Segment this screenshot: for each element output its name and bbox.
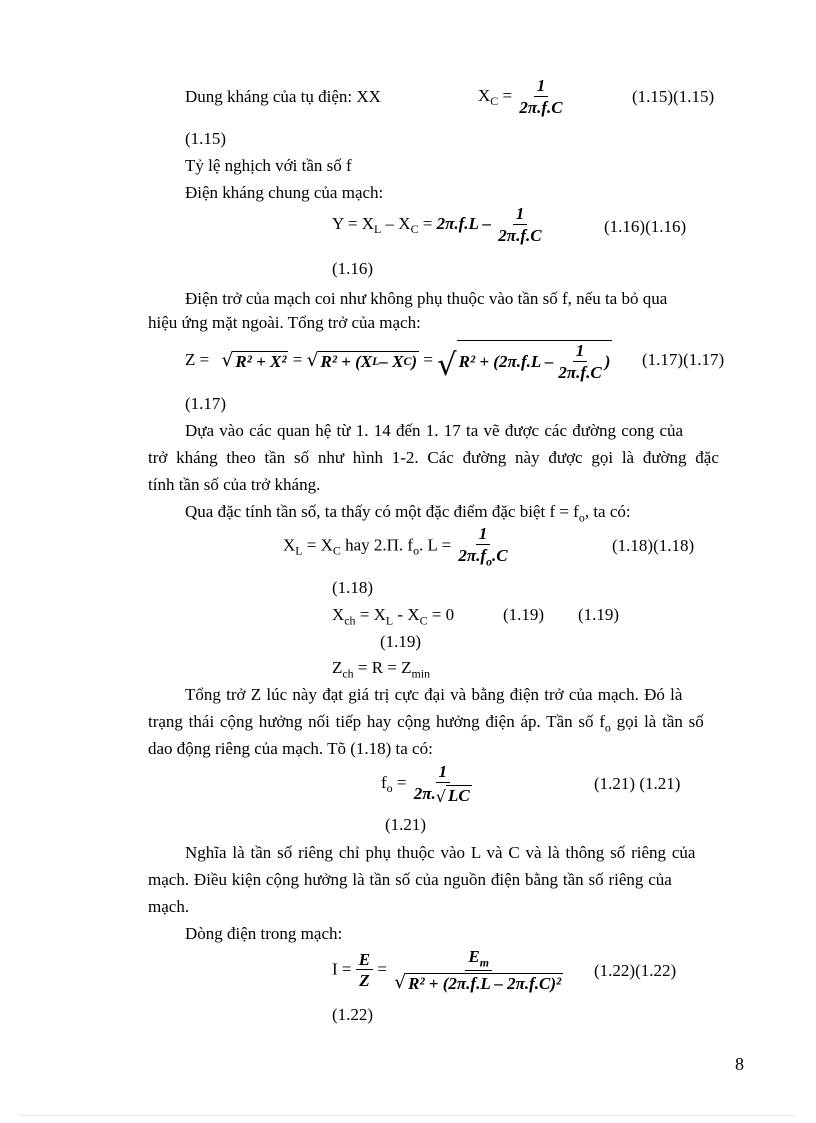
paragraph-curves-line2: trở kháng theo tần số như hình 1-2. Các đường này được gọi là đường đặc (148, 448, 719, 467)
equation-label-1-18: (1.18)(1.18) (612, 536, 695, 555)
equation-1-22: I = $\frac{E}{Z}$ = $E_m$ √ R² + (2π.f.L – 2π.f.C)² (332, 947, 562, 994)
equation-1-21: $f_o$ = 1 2π. √ LC (381, 762, 470, 806)
paragraph-impedance: Điện trở của mạch coi như không phụ thuộc vào tần số f, nếu ta bỏ qua (185, 289, 668, 308)
equation-label-1-22: (1.22)(1.22) (594, 961, 677, 980)
text-line: Tỷ lệ nghịch với tần số f (185, 156, 352, 175)
equation-label: (1.18) (332, 578, 374, 597)
equation-1-15: $X_C$ = $\frac{1}{2\pi.f.C}$ (478, 76, 563, 117)
equation-label: (1.22) (332, 1005, 374, 1024)
equation-1-19: $X_{ch} = X_L - X_C = 0$ (332, 605, 455, 628)
equation-label-1-21: (1.21) (1.21) (594, 774, 681, 793)
text-capacitive-reactance: Dung kháng của tụ điện: XX (185, 87, 381, 106)
equation-label-1-16: (1.16)(1.16) (604, 217, 687, 236)
equation-1-16: $Y = X_L - X_C = 2\pi.f.L$ – $\frac{1}{2\pi.f.C}$ (332, 204, 542, 245)
paragraph-curves-line3: tính tần số của trở kháng. (148, 475, 321, 494)
equation-label-1-19b: (1.19) (578, 605, 620, 624)
equation-label-1-15: (1.15)(1.15) (632, 87, 715, 106)
equation-z-min: $Z_{ch} = R = Z_{min}$ (332, 658, 431, 681)
page-border (20, 1115, 796, 1116)
paragraph-resonance-line2: trạng thái cộng hưởng nối tiếp hay cộng hưởng điện áp. Tần số $f_o$ gọi là tần số (148, 712, 704, 735)
equation-1-18: $X_L = X_C$ hay 2.Π. $f_o$. L = $\frac{1}{2\pi.f_o.C}$ (283, 524, 508, 569)
equation-label-1-17: (1.17)(1.17) (642, 350, 725, 369)
equation-label: (1.21) (385, 815, 427, 834)
paragraph-resonance-line1: Tổng trở Z lúc này đạt giá trị cực đại và bằng điện trở của mạch. Đó là (185, 685, 683, 704)
paragraph-natural-frequency-line3: mạch. (148, 897, 190, 916)
paragraph-natural-frequency-line2: mạch. Điều kiện cộng hưởng là tần số của nguồn điện bằng tần số riêng của (148, 870, 672, 889)
equation-label: (1.16) (332, 259, 374, 278)
text-current: Dòng điện trong mạch: (185, 924, 343, 943)
text-line: Điện kháng chung của mạch: (185, 183, 384, 202)
paragraph-impedance-line2: hiệu ứng mặt ngoài. Tổng trở của mạch: (148, 313, 421, 332)
equation-label: (1.17) (185, 394, 227, 413)
page-number: 8 (735, 1054, 744, 1074)
equation-1-17: Z = √ R² + X² = √ R² + (X L – X C ) = √ R² + (2π.f.L – $\frac{1}{2\pi.f.C}$ ) (185, 341, 611, 384)
equation-label: (1.15) (185, 129, 227, 148)
paragraph-resonance-line3: dao động riêng của mạch. Tõ (1.18) ta có: (148, 739, 433, 758)
paragraph-natural-frequency-line1: Nghĩa là tần số riêng chỉ phụ thuộc vào L và C và là thông số riêng của (185, 843, 696, 862)
equation-label-1-19a: (1.19) (503, 605, 545, 624)
paragraph-curves-line1: Dựa vào các quan hệ từ 1. 14 đến 1. 17 ta vẽ được các đường cong của (185, 421, 684, 440)
paragraph-special-point: Qua đặc tính tần số, ta thấy có một đặc điểm đặc biệt $f = f_o$, ta có: (185, 502, 631, 525)
equation-label: (1.19) (380, 632, 422, 651)
